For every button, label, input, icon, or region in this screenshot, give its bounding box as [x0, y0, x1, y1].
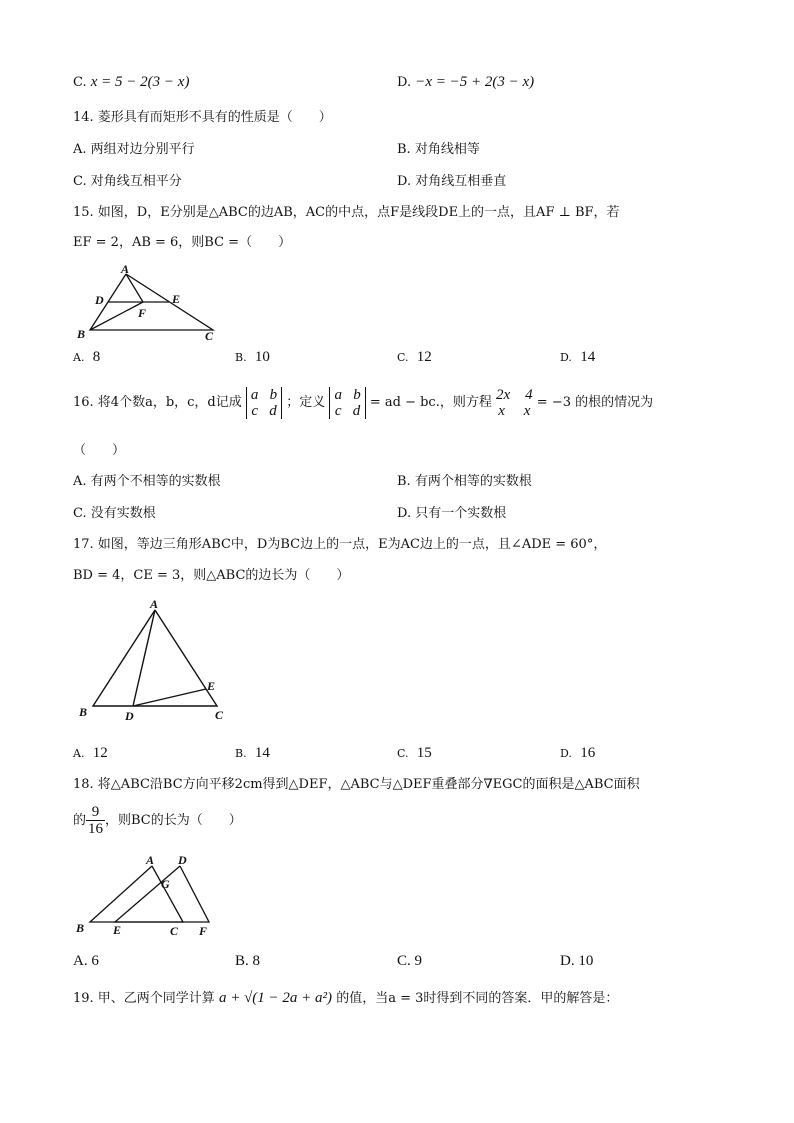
- det-cell: a: [250, 386, 259, 403]
- q14-option-d: D. 对角线互相垂直: [397, 174, 507, 189]
- q18-stem-line2: [73, 801, 242, 841]
- q17-label-c: C: [215, 708, 224, 722]
- q16-stem-pre: 16. 将4个数a，b，c，d记成: [73, 395, 242, 410]
- q16-determinant-definition: [329, 387, 365, 419]
- q15-option-d-label: D.: [560, 351, 572, 364]
- q15-figure: [75, 262, 225, 342]
- q17-label-a: A: [150, 597, 159, 611]
- q16-option-c: C. 没有实数根: [73, 506, 156, 521]
- q15-option-b-label: B.: [235, 351, 247, 364]
- q15-label-b: B: [77, 327, 86, 341]
- q19-stem: [73, 988, 618, 1009]
- q16-option-b: B. 有两个相等的实数根: [397, 474, 532, 489]
- q18-label-c: C: [170, 924, 179, 938]
- q18-triangle-def: [115, 866, 209, 922]
- q17-option-c: [397, 743, 432, 764]
- q15-option-a: [73, 347, 100, 368]
- q17-figure: [75, 598, 245, 723]
- q15-option-d: [560, 347, 595, 368]
- q18-label-e: E: [113, 923, 122, 937]
- q17-segment-de: [133, 689, 206, 706]
- q17-option-d: [560, 743, 595, 764]
- q17-label-d: D: [125, 709, 134, 723]
- q14-option-a: A. 两组对边分别平行: [73, 142, 195, 157]
- q17-option-b-value: 14: [254, 745, 270, 761]
- q17-option-a: [73, 743, 108, 764]
- q16-stem: [73, 386, 653, 420]
- q13-option-d-math: −x = −5 + 2(3 − x): [415, 74, 535, 90]
- q17-triangle-abc: [93, 610, 217, 706]
- q17-option-d-value: 16: [580, 745, 596, 761]
- q15-option-d-value: 14: [580, 349, 596, 365]
- q13-option-c: [73, 72, 189, 93]
- q13-option-d-label: D.: [397, 75, 412, 90]
- q18-fraction-denominator: 16: [88, 821, 104, 837]
- q16-determinant-notation: [246, 387, 282, 419]
- q15-option-a-value: 8: [92, 349, 101, 365]
- q15-option-b-value: 10: [254, 349, 270, 365]
- q18-option-b: B. 8: [235, 953, 261, 969]
- det-cell: b: [269, 386, 278, 403]
- det-cell: d: [269, 402, 277, 419]
- q19-stem-post: 的值，当a = 3时得到不同的答案．甲的解答是：: [336, 991, 619, 1006]
- q18-triangle-abc: [90, 866, 183, 922]
- q15-option-b: [235, 347, 270, 368]
- q17-option-a-value: 12: [92, 745, 108, 761]
- q14-option-c: C. 对角线互相平分: [73, 174, 182, 189]
- q16-option-a: A. 有两个不相等的实数根: [73, 474, 221, 489]
- det-cell: b: [353, 386, 361, 403]
- det-cell: c: [334, 402, 342, 419]
- q18-fraction-numerator: 9: [86, 804, 105, 821]
- q15-label-e: E: [172, 292, 181, 306]
- q18-stem-post: ，则BC的长为（ ）: [105, 813, 242, 828]
- det-cell: c: [251, 402, 258, 419]
- q16-equation-rhs: = −3 的根的情况为: [536, 395, 654, 410]
- q13-option-c-math: x = 5 − 2(3 − x): [90, 74, 190, 90]
- q18-stem-pre: 的: [73, 813, 87, 828]
- q18-fraction: [86, 804, 105, 837]
- q18-option-d: D. 10: [560, 953, 594, 969]
- q18-label-g: G: [161, 877, 170, 891]
- q18-figure: [75, 852, 225, 942]
- q15-stem-line2: EF = 2，AB = 6，则BC =（ ）: [73, 235, 292, 250]
- q14-option-b: B. 对角线相等: [397, 142, 480, 157]
- q17-option-d-label: D.: [560, 747, 572, 760]
- q14-stem: 14. 菱形具有而矩形不具有的性质是（ ）: [73, 110, 332, 125]
- q15-option-a-label: A.: [73, 351, 85, 364]
- q16-equation-bottom: x x: [498, 402, 531, 419]
- q15-option-c-value: 12: [416, 349, 432, 365]
- q17-option-a-label: A.: [73, 747, 85, 760]
- q17-segment-ad: [133, 610, 155, 706]
- q13-option-d: [397, 72, 534, 93]
- q18-label-d: D: [178, 853, 187, 867]
- q17-option-c-value: 15: [416, 745, 432, 761]
- q19-expression: a + √(1 − 2a + a²): [218, 990, 333, 1006]
- q15-label-a: A: [121, 262, 130, 276]
- q16-equation-matrix: [496, 387, 533, 419]
- q18-label-f: F: [199, 924, 208, 938]
- q18-label-b: B: [76, 921, 85, 935]
- q16-stem-mid: ；定义: [286, 395, 326, 410]
- q15-segment-af: [126, 274, 143, 302]
- q13-option-c-label: C.: [73, 75, 87, 90]
- q15-label-c: C: [205, 329, 214, 343]
- q18-stem-line1: 18. 将△ABC沿BC方向平移2cm得到△DEF，△ABC与△DEF重叠部分∇EGC的面积是△ABC面积: [73, 777, 640, 792]
- q17-label-b: B: [79, 705, 88, 719]
- q17-option-b: [235, 743, 270, 764]
- q18-option-a: A. 6: [73, 953, 99, 969]
- q19-stem-pre: 19. 甲、乙两个同学计算: [73, 991, 215, 1006]
- q15-stem-line1: 15. 如图，D，E分别是△ABC的边AB，AC的中点，点F是线段DE上的一点，且AF ⊥ BF，若: [73, 205, 620, 220]
- det-cell: a: [334, 386, 342, 403]
- q17-stem-line2: BD = 4，CE = 3，则△ABC的边长为（ ）: [73, 568, 350, 583]
- q15-label-d: D: [95, 293, 104, 307]
- q16-equation-top: 2x 4: [495, 386, 533, 403]
- q16-option-d: D. 只有一个实数根: [397, 506, 507, 521]
- q17-option-b-label: B.: [235, 747, 247, 760]
- det-cell: d: [352, 402, 361, 419]
- q18-option-c: C. 9: [397, 953, 423, 969]
- q16-definition-text: = ad − bc.，则方程: [369, 395, 492, 410]
- q16-paren: （ ）: [73, 443, 126, 458]
- q17-stem-line1: 17. 如图，等边三角形ABC中，D为BC边上的一点，E为AC边上的一点，且∠ADE = 60°，: [73, 537, 607, 552]
- q15-option-c: [397, 347, 432, 368]
- q17-option-c-label: C.: [397, 747, 409, 760]
- q18-label-a: A: [146, 853, 155, 867]
- q15-option-c-label: C.: [397, 351, 409, 364]
- q17-label-e: E: [207, 679, 216, 693]
- q15-label-f: F: [138, 306, 147, 320]
